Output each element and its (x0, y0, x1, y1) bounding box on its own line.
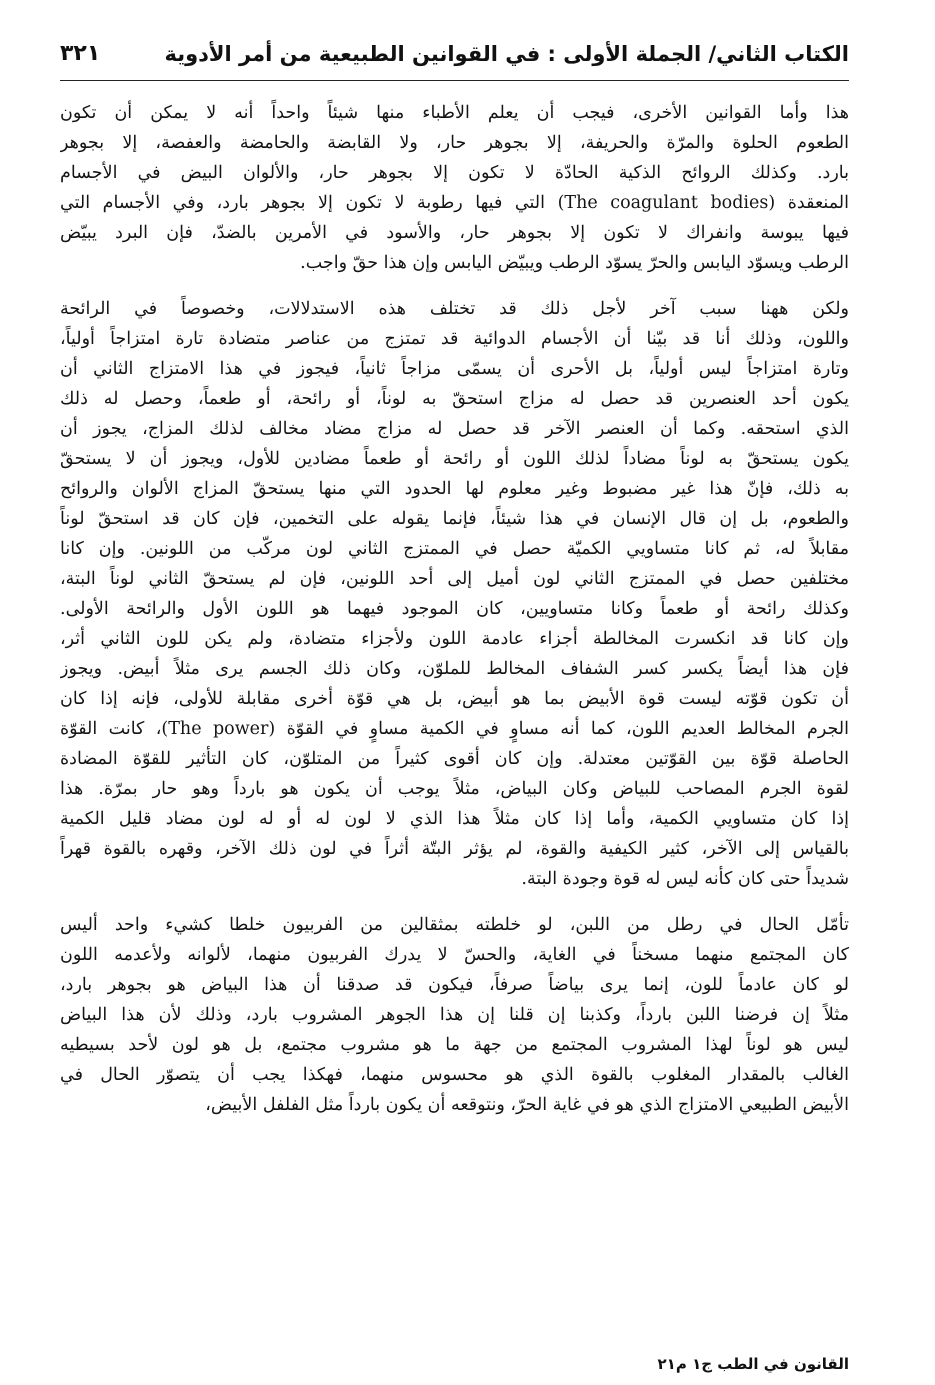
text-line: ولكن ههنا سبب آخر لأجل ذلك قد تختلف هذه الاستدلالات، وخصوصاً في الرائحة (60, 299, 849, 319)
text-line: الطعوم الحلوة والمرّة والحريفة، إلا بجوهر حار، ولا القابضة والحامضة والعفصة، إلا بجوهر (60, 133, 849, 153)
text-line: ليس هو لوناً لهذا المشروب المجتمع من جهة ما هو مشروب مجتمع، بل هو لون لأحد بسيطيه (60, 1035, 849, 1055)
paragraph-gap (60, 894, 849, 910)
text-line: الأبيض الطبيعي الامتزاج الذي هو في غاية الحرّ، ونتوقعه أن يكون بارداً مثل الفلفل الأبيض، (205, 1095, 849, 1115)
paragraph (60, 294, 849, 894)
paragraph (60, 98, 849, 278)
body-text (60, 98, 849, 1120)
header-title: الكتاب الثاني/ الجملة الأولى : في القوانين الطبيعية من أمر الأدوية (164, 42, 849, 66)
text-line: مقابلاً له، ثم كانا متساويي الكميّة حصل في الممتزج الثاني لون مركّب من اللونين. وإن كانا (60, 539, 849, 559)
text-line: وتارة امتزاجاً ليس أولياً، بل الأحرى أن يسمّى مزاجاً ثانياً، فيجوز في هذا الامتزاج الثاني أن (60, 359, 849, 379)
text-line: الذي استحقه. وكما أن العنصر الآخر قد حصل له مزاج مضاد مخالف لذلك المزاج، يجوز أن (60, 419, 849, 439)
text-line: أن تكون قوّته ليست قوة الأبيض بما هو أبيض، بل هي قوّة أخرى مقابلة للأولى، فإنه إذا كان (60, 689, 849, 709)
text-line: واللون، وذلك أنا قد بيّنا أن الأجسام الدوائية قد تمتزج من عناصر متضادة تارة امتزاجاً أولياً، (60, 329, 849, 349)
text-line: المنعقدة (The coagulant bodies) التي فيها رطوبة لا تكون إلا بجوهر بارد، وفي الأجسام التي (60, 193, 849, 213)
text-line: لقوة الجرم المصاحب للبياض وكان البياض، مثلاً يوجب أن يكون هو بارداً وهو حار بمرّة. هذا (60, 779, 849, 799)
text-line: الحاصلة قوّة بين القوّتين معتدلة. وإن كان أقوى كثيراً من المتلوّن، كان التأثير للقوّة المضادة (60, 749, 849, 769)
text-line: فيها يبوسة وانفراك لا تكون إلا بجوهر حار، والأسود في الأمرين بالضدّ، فإن البرد يبيّض (60, 223, 849, 243)
text-line: إذا كان متساويي الكمية، وأما إذا كان مثلاً هذا الذي لا لون له أو له لون مضاد قليل الكمية (60, 809, 849, 829)
header-divider (60, 80, 849, 81)
text-line: بالقياس إلى الآخر، كثير الكيفية والقوة، لم يؤثر البتّة أثراً في لون ذلك الآخر، وقهره بالقوة قهراً (60, 839, 849, 859)
text-line: هذا وأما القوانين الأخرى، فيجب أن يعلم الأطباء منها شيئاً واحداً أنه لا يمكن أن تكون (60, 103, 849, 123)
text-line: تأمّل الحال في رطل من اللبن، لو خلطته بمثقالين من الفربيون خلطا كشيء واحد أليس (60, 915, 849, 935)
text-line: به ذلك، فإنّ هذا غير مضبوط وغير معلوم لها الحدود التي منها يستحقّ المزاج الألوان والروائح (60, 479, 849, 499)
text-line: كان المجتمع منهما مسخناً في الغاية، والحسّ لا يدرك الفربيون منهما، لألوانه ولأعدمه اللون (60, 945, 849, 965)
text-line: يكون يستحقّ به لوناً مضاداً لذلك اللون أو رائحة أو طعماً مضادين للأول، ويجوز أن لا يستحقّ (60, 449, 849, 469)
text-line: الرطب ويسوّد اليابس والحرّ يسوّد الرطب ويبيّض اليابس وإن هذا حقّ واجب. (300, 253, 849, 273)
footer-signature: القانون في الطب ج١ م٢١ (657, 1355, 849, 1373)
page-number: ٣٢١ (60, 41, 101, 66)
text-line: وإن كانا قد انكسرت المخالطة أجزاء عادمة اللون ولأجزاء متضادة، ولم يكن للون الثاني أثر، (60, 629, 849, 649)
text-line: لو كان عادماً للون، إنما يرى بياضاً صرفاً، فيكون قد صدقنا أن هذا البياض هو بجوهر بارد، (60, 975, 849, 995)
text-line: وكذلك رائحة أو طعماً وكانا متساويين، كان الموجود فيهما هو اللون الأول والرائحة الأولى. (60, 599, 849, 619)
text-line: مختلفين حصل في الممتزج الثاني لون أميل إلى أحد اللونين، فإن لم يستحقّ الثاني لوناً البتة، (60, 569, 849, 589)
text-line: الغالب بالمقدار المغلوب بالقوة الذي هو محسوس منهما، فهكذا يجب أن يتصوّر الحال في (60, 1065, 849, 1085)
text-line: بارد. وكذلك الروائح الذكية الحادّة لا تكون إلا بجوهر حار، والألوان البيض في الأجسام (60, 163, 849, 183)
text-line: والطعوم، بل إن قال الإنسان في هذا شيئاً، فإنما يقوله على التخمين، فإن كان قد استحقّ لوناً (60, 509, 849, 529)
paragraph (60, 910, 849, 1120)
text-line: الجرم المخالط العديم اللون، كما أنه مساوٍ في الكمية مساوٍ في القوّة (The power)، كانت القوّة (60, 719, 849, 739)
text-line: فإن هذا أيضاً يكسر كسر الشفاف المخالط للملوّن، وكان ذلك الجسم يرى مثلاً أبيض. ويجوز (60, 659, 849, 679)
running-header (60, 36, 849, 76)
text-line: شديداً حتى كان كأنه ليس له قوة وجودة البتة. (521, 869, 849, 889)
text-line: مثلاً إن فرضنا اللبن بارداً، وكذبنا إن قلنا إن هذا الجوهر المشروب بارد، وذلك لأن هذا البياض (60, 1005, 849, 1025)
paragraph-gap (60, 278, 849, 294)
text-line: يكون أحد العنصرين قد حصل له مزاج استحقّ به لوناً، أو رائحة، أو طعماً، وحصل له ذلك (60, 389, 849, 409)
